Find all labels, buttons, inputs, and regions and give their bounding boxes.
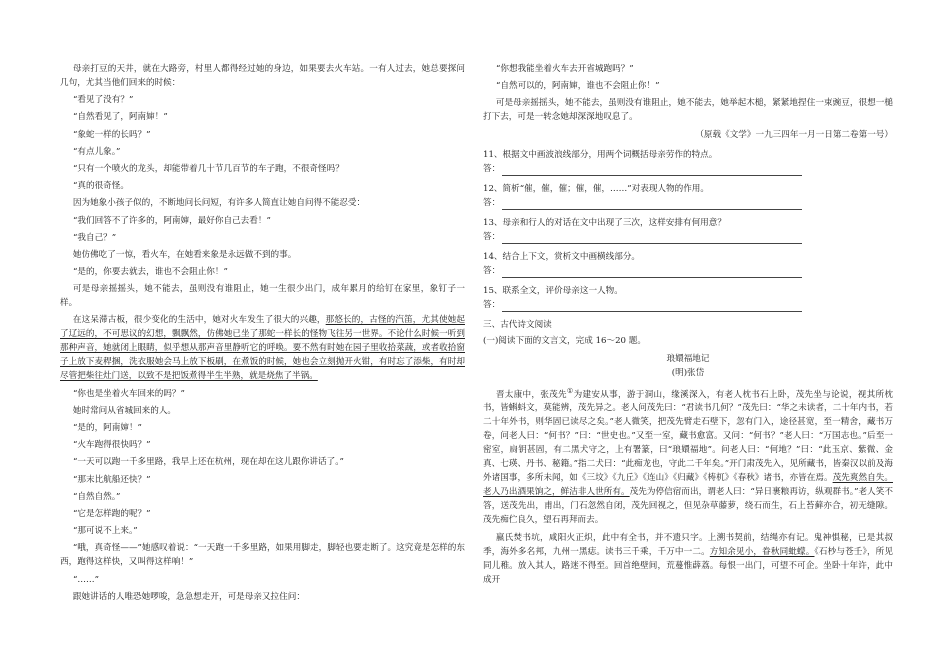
dialogue-line: “只有一个喷火的龙头，却能带着几十节几百节的车子跑，不很奇怪吗？: [73, 163, 344, 174]
answer-line[interactable]: [483, 264, 893, 278]
dialogue-line: “看见了没有？”: [73, 95, 134, 106]
text-run: 晋太康中，张茂先: [495, 389, 567, 400]
answer-blank[interactable]: [502, 300, 802, 312]
source-note: （原载《文学》一九三四年一月一日第二卷第一号）: [695, 129, 893, 140]
paragraph: 可是母亲摇摇头，她不能去，虽则没有谁阻止，她一生很少出门，成年累月的给钉在家里，象钉子一样。: [60, 284, 465, 309]
answer-blank[interactable]: [502, 198, 802, 210]
paragraph: [483, 531, 893, 587]
paragraph: [60, 313, 465, 383]
text-run: 嬴氏焚书坑，咸阳火正炽，此中有全书，并不遗只字。上溯书契前，结绳亦有记。鬼神惧秘，已是其叔季，海外多名邦，九州一黑痣。读书三千乘，千万中一二。: [483, 532, 893, 557]
dialogue-line: “有点儿象。”: [73, 146, 121, 157]
answer-label: 答：: [483, 231, 501, 242]
subsection-heading: (一)阅读下面的文言文，完成 16～20 题。: [483, 335, 646, 346]
dialogue-line: “自然看见了，阿南婶！”: [73, 112, 168, 123]
text-run: 在这呆滞古板，很少变化的生活中，她对火车发生了很大的兴趣，: [72, 315, 326, 326]
dialogue-line: “那可说不上来。”: [73, 526, 138, 537]
section-heading: 三、古代诗文阅读: [483, 319, 552, 330]
answer-line[interactable]: [483, 162, 893, 176]
dialogue-line: “我们回答不了许多的，阿南婶，最好你自己去看！”: [73, 215, 271, 226]
paragraph: 可是母亲摇摇头，她不能去，虽则没有谁阻止，她不能去，她举起木槌，紧紧地捏住一束豌豆，很想一槌打下去，可是一转念她却深深地叹息了。: [483, 98, 893, 123]
right-column: [483, 62, 893, 590]
dialogue-line: “火车跑得很快吗？”: [73, 440, 151, 451]
answer-blank[interactable]: [502, 164, 802, 176]
text-run: 为建安从事，游于洞山，缘溪深入，有老人枕书石上卧，茂先坐与论说，视其所枕书，皆蝌蚪文，莫能辨，茂先异之。老人问茂先曰：“君读书几何？”茂先曰：“华之未读者，二十年内书，若二十年外书，则华固已读尽之矣。”老人微笑，把茂先臂走石壁下，忽有门入，途径甚宽，至一精舍，藏书万卷，问老人曰：“何书？”曰：“世史也。”又至一室，藏书愈富。又问：“何书？”老人曰：“万国志也。”后至一密室，扃钥甚固，有二黑犬守之，上有署篆，曰“琅嬛福地”。问老人曰：“何地？”曰：“此玉京、紫微、金真、七瑛、丹书、秘籍。”指二犬曰：“此痴龙也，守此二千年矣。”开门肃茂先入，见所藏书，皆秦汉以前及海外诸国事，多所未闻，如《三坟》《九丘》《连山》《归藏》《梼杌》《春秋》诸书，亦皆在焉。: [483, 389, 893, 484]
dialogue-line: “是的，你要去就去，谁也不会阻止你！”: [73, 267, 228, 278]
dialogue-line: “那末比航船还快？”: [73, 474, 151, 485]
answer-line[interactable]: [483, 196, 893, 210]
underlined-passage: 那悠长的，古怪的汽笛，尤其使她起了辽远的，不可思议的幻想，飘飘然，仿佛她已坐了那蛇一样长的怪物飞往另一世界。不论什么时候一听到那种声音，她就闭上眼睛，似乎想从那声音里静听它的呼唤。要不然有时她在园子里收拾菜蔬，或者收拾窗子上放下麦稈捆，洗衣服她会马上放下板刷，在煮饭的时候，她也会立刻抛开火钳，有时忘了添柴，有时却尽管把柴往灶门送，以致不是把饭煮得半生半熟，就是烧焦了半锅。: [60, 315, 465, 382]
paragraph: 因为她象小孩子似的，不断地问长问短，有许多人简直让她自问得不能忍受：: [72, 198, 366, 209]
paragraph: [483, 384, 893, 528]
underlined-sentence: 方知余见小，眷秋同蚍蠓。: [709, 546, 815, 557]
answer-blank[interactable]: [502, 232, 802, 244]
answer-line[interactable]: [483, 230, 893, 244]
question-14: 14、结合上下文，赏析文中画横线部分。: [483, 251, 641, 262]
answer-line[interactable]: [483, 298, 893, 312]
answer-blank[interactable]: [502, 266, 802, 278]
dialogue-line: “你也是坐着火车回来的吗？”: [73, 388, 185, 399]
answer-label: 答：: [483, 163, 501, 174]
answer-label: 答：: [483, 265, 501, 276]
text-run: 茂先为停信宿而出，谓老人曰：“异日裹粮再访，纵观群书。”老人笑不答，送茂先出，甫出，门石忽然自闭，茂先回视之，但见杂草藤萝，绕石而生，石上苔藓亦合，初无缝隙。茂先痴伫良久，望石再拜而去。: [483, 487, 893, 526]
question-13: 13、母亲和行人的对话在文中出现了三次，这样安排有何用意？: [483, 217, 726, 228]
answer-label: 答：: [483, 299, 501, 310]
dialogue-line: “自然可以的，阿南婶，谁也不会阻止你！”: [496, 81, 660, 92]
question-11: 11、根据文中画波浪线部分，用两个词概括母亲劳作的特点。: [483, 149, 718, 160]
dialogue-line: “真的很奇怪。: [73, 181, 129, 192]
question-15: 15、联系全文，评价母亲这一人物。: [483, 285, 623, 296]
left-column: [60, 62, 465, 607]
answer-label: 答：: [483, 197, 501, 208]
dialogue-line: “象蛇一样的长吗？”: [73, 129, 151, 140]
paragraph: 母亲打豆的天井，就在大路旁，村里人都得经过她的身边，如果要去火车站。一有人过去，她总要探问几句，尤其当他们回来的时候：: [60, 64, 465, 88]
question-12: 12、简析“催，催，催；催，催，……”对表现人物的作用。: [483, 183, 709, 194]
paragraph: 跟她讲话的人唯恐她啰唆，急急想走开，可是母亲又拉住问：: [72, 591, 305, 602]
paragraph: “哦，真奇怪——”她感叹着说：“一天跑一千多里路，如果用脚走，脚轻也要走断了。这究竟是怎样的东西，跑得这样快，又叫得这样响！”: [60, 543, 465, 568]
footnote-marker: ①: [566, 385, 574, 395]
passage-title: 琅嬛福地记: [666, 353, 710, 364]
dialogue-line: “它是怎样跑的呢？”: [73, 508, 151, 519]
dialogue-line: “我自己？”: [73, 232, 117, 243]
dialogue-line: “……”: [73, 574, 99, 585]
paragraph: 她仿佛吃了一惊，看火车，在她看来象是永远做不到的事。: [72, 249, 297, 260]
dialogue-line: “一天可以跑一千多里路，我早上还在杭州，现在却在这儿跟你讲话了。”: [73, 457, 344, 468]
underlined-sentence: 茂先爽然自失。老人乃出酒果饷之，鲜洁非人世所有。: [483, 473, 893, 498]
text-run: 《石杪与苍壬》，所见同儿稚。放入其人，路迷不得至。回首绝壁间，荒蔓惟薜荔。每恨一出门，可望不可企。坐卧十年许，此中成开: [483, 546, 893, 585]
passage-author: (明)张岱: [671, 367, 705, 378]
dialogue-line: “是的，阿南婶！”: [73, 423, 142, 433]
paragraph: 她时常问从省城回来的人。: [72, 405, 177, 416]
dialogue-line: “自然自然。”: [73, 491, 121, 502]
dialogue-line: “你想我能坐着火车去开省城跑吗？”: [496, 64, 634, 74]
